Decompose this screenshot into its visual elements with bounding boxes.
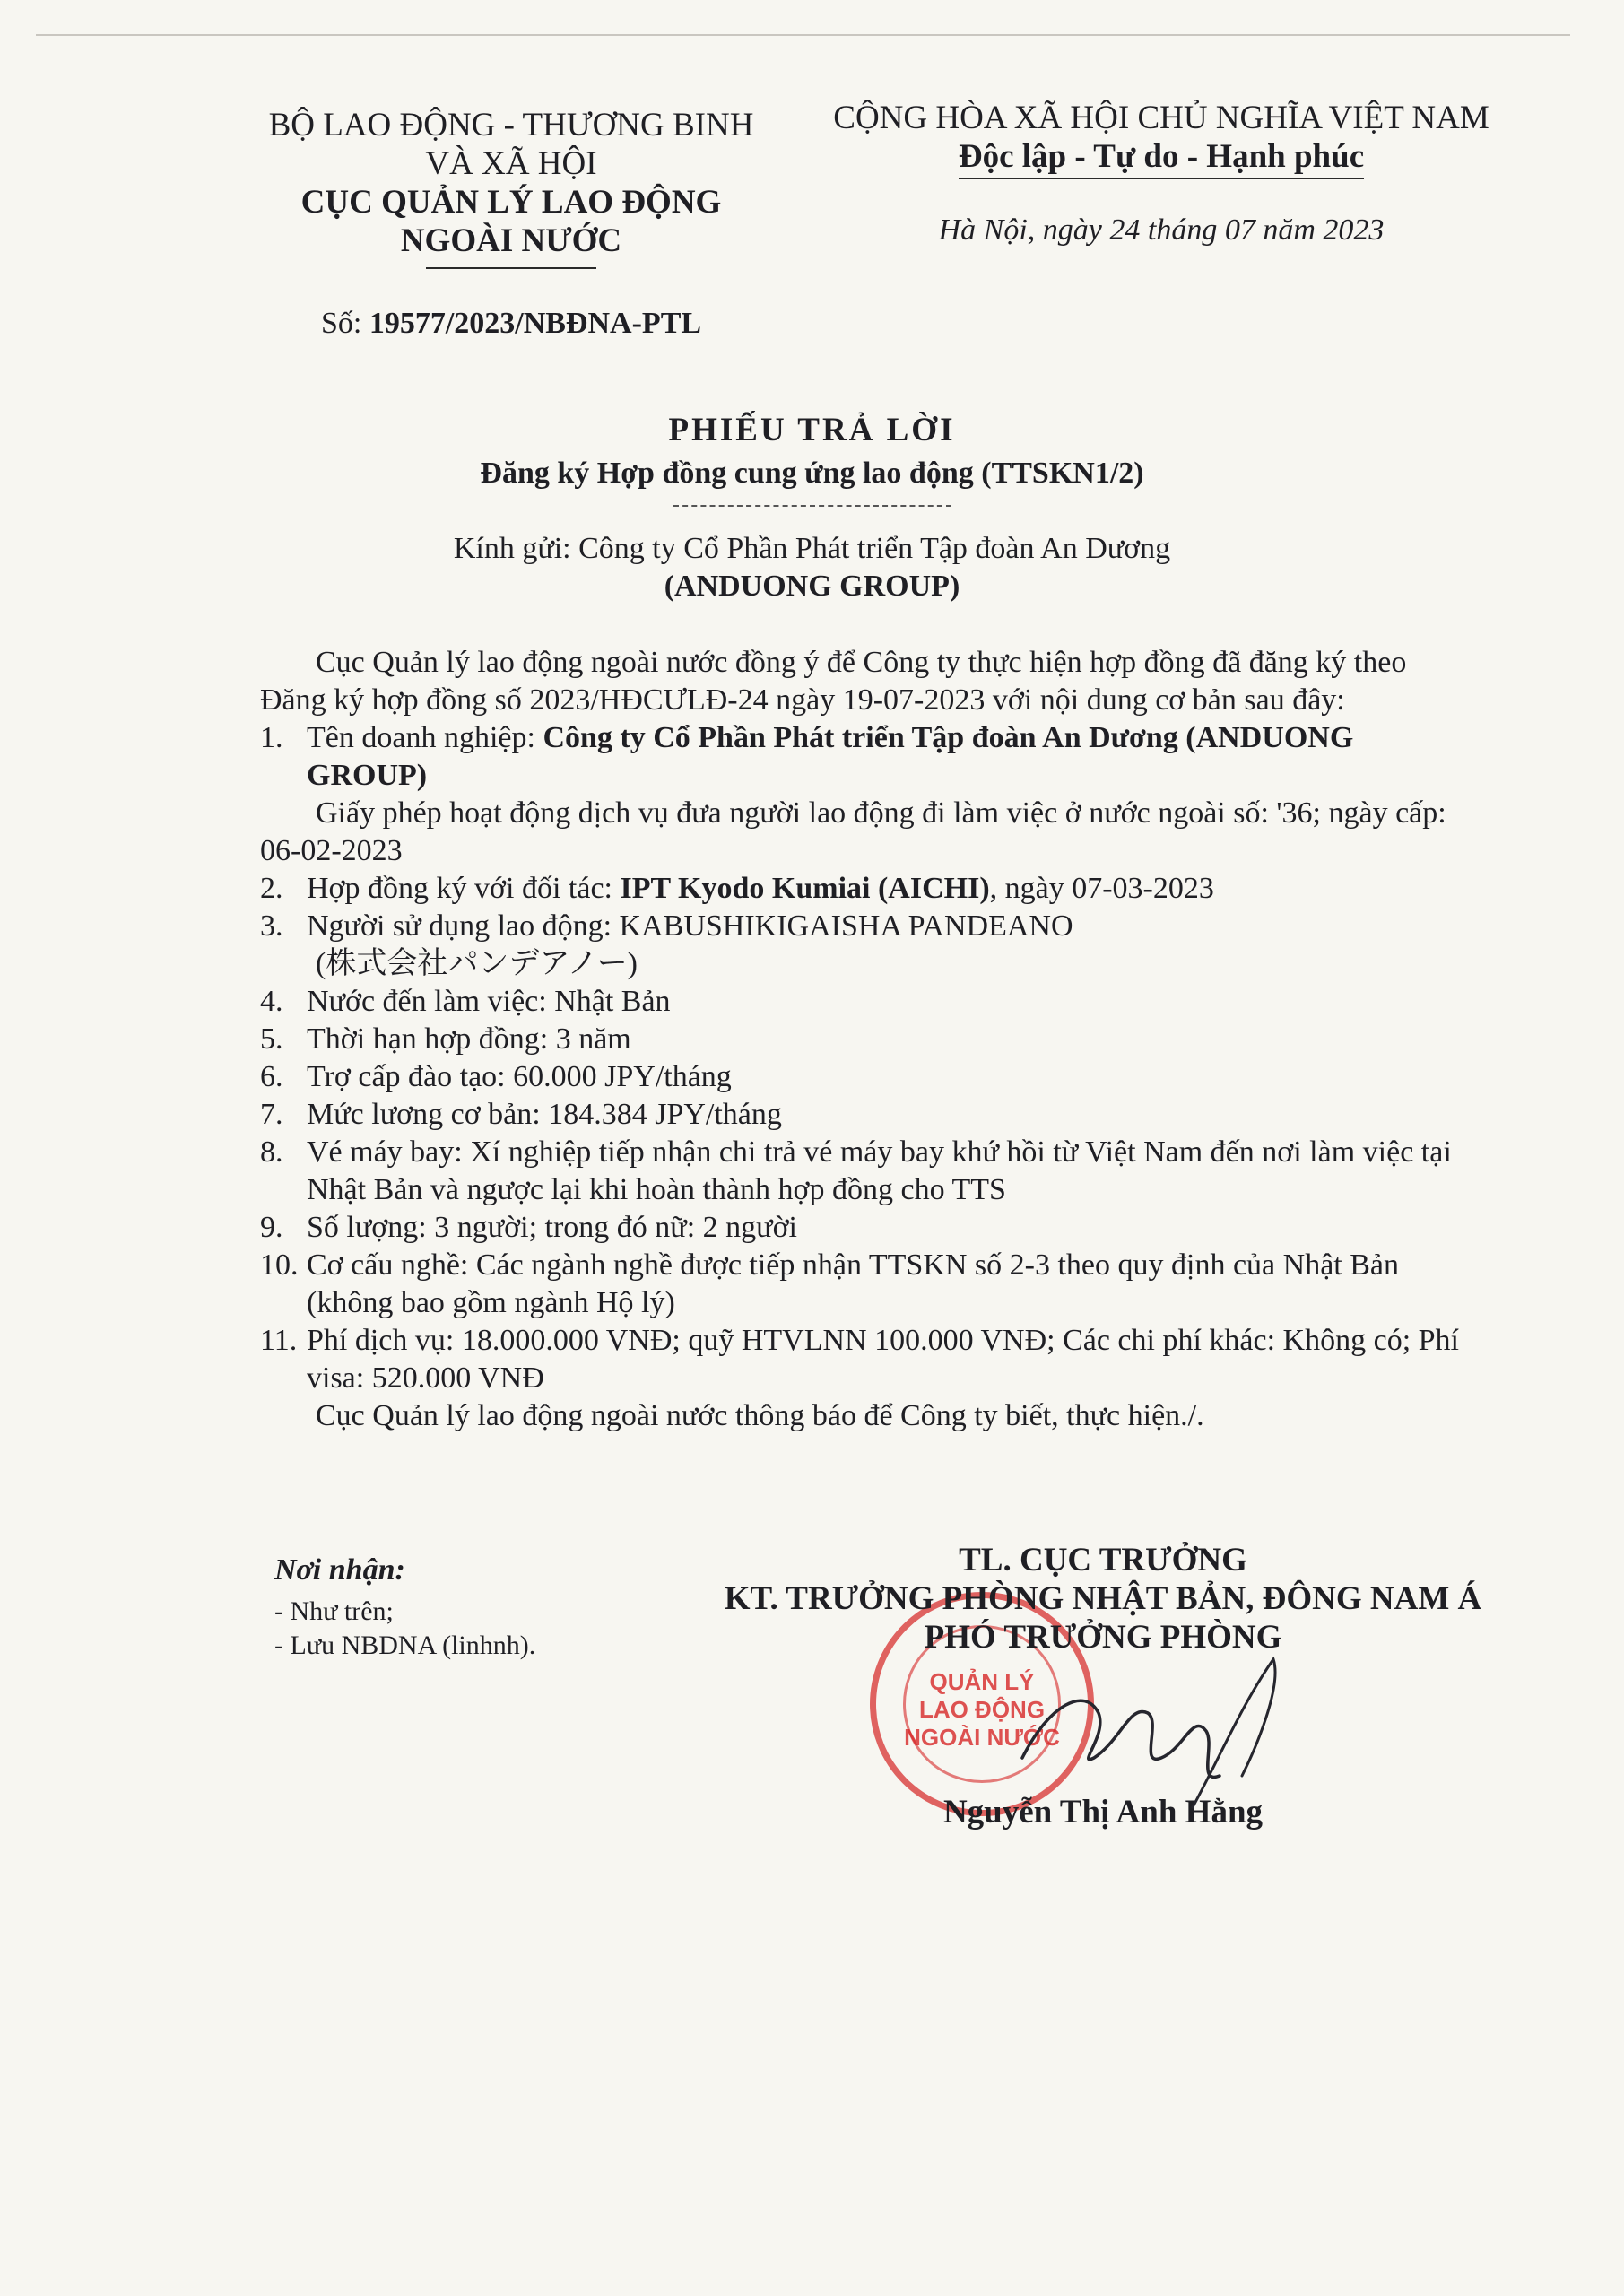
item-label: Nước đến làm việc: Nhật Bản	[307, 985, 671, 1018]
document-number-prefix: Số:	[320, 307, 369, 340]
title-divider	[673, 505, 951, 507]
recipient-line: Kính gửi: Công ty Cổ Phần Phát triển Tập đoàn An Dương	[453, 532, 1171, 565]
issuer-header	[260, 106, 762, 343]
item-text	[307, 1096, 782, 1134]
item-text	[260, 795, 1471, 870]
content-item	[260, 1058, 1471, 1096]
item-number: 9.	[260, 1211, 283, 1244]
document-title: PHIẾU TRẢ LỜI	[668, 412, 956, 448]
stamp-text: QUẢN LÝ	[929, 1668, 1035, 1695]
content-item	[260, 795, 1471, 870]
content-item	[260, 1134, 1471, 1209]
item-number: 11.	[260, 1324, 298, 1357]
item-number: 5.	[260, 1022, 283, 1056]
item-number: 3.	[260, 909, 283, 943]
signer-office: KT. TRƯỞNG PHÒNG NHẬT BẢN, ĐÔNG NAM Á	[724, 1580, 1482, 1617]
stamp-text: NGOÀI NƯỚC	[904, 1724, 1060, 1751]
content-item	[260, 1247, 1471, 1322]
item-text	[307, 1021, 631, 1058]
item-label: Thời hạn hợp đồng: 3 năm	[307, 1022, 631, 1056]
item-label: Mức lương cơ bản: 184.384 JPY/tháng	[307, 1098, 782, 1131]
receiver-item: - Như trên;	[274, 1596, 394, 1626]
item-number: 4.	[260, 985, 283, 1018]
item-label: Phí dịch vụ: 18.000.000 VNĐ; quỹ HTVLNN 100.000 VNĐ; Các chi phí khác: Không có; Phí visa: 520.000 VNĐ	[307, 1324, 1459, 1395]
item-label: Giấy phép hoạt động dịch vụ đưa người lao động đi làm việc ở nước ngoài số: '36; ngày cấp: 06-02-2023	[260, 796, 1446, 867]
country-name: CỘNG HÒA XÃ HỘI CHỦ NGHĨA VIỆT NAM	[833, 100, 1489, 136]
item-label: (株式会社パンデアノー)	[316, 947, 638, 980]
item-text	[307, 1247, 1471, 1322]
title-block	[0, 411, 1624, 605]
item-text	[307, 1322, 1471, 1397]
intro-paragraph: Cục Quản lý lao động ngoài nước đồng ý để Công ty thực hiện hợp đồng đã đăng ký theo Đăng ký hợp đồng số 2023/HĐCƯLĐ-24 ngày 19-07-2023 với nội dung cơ bản sau đây:	[260, 646, 1407, 717]
content-item	[260, 1322, 1471, 1397]
document-body	[260, 644, 1471, 1435]
content-item	[260, 1209, 1471, 1247]
ministry-line1: BỘ LAO ĐỘNG - THƯƠNG BINH	[268, 107, 754, 144]
item-text	[307, 1134, 1471, 1209]
item-number: 7.	[260, 1098, 283, 1131]
content-item	[260, 719, 1471, 795]
recipient-group: (ANDUONG GROUP)	[664, 570, 960, 603]
item-number: 10.	[260, 1248, 299, 1282]
item-number: 6.	[260, 1060, 283, 1093]
place-date: Hà Nội, ngày 24 tháng 07 năm 2023	[938, 213, 1385, 247]
item-text	[307, 908, 1073, 945]
content-item	[260, 1096, 1471, 1134]
content-item	[260, 945, 1471, 983]
item-label: Hợp đồng ký với đối tác:	[307, 872, 621, 905]
item-label: Trợ cấp đào tạo: 60.000 JPY/tháng	[307, 1060, 732, 1093]
content-item	[260, 908, 1471, 945]
item-label: Vé máy bay: Xí nghiệp tiếp nhận chi trả vé máy bay khứ hồi từ Việt Nam đến nơi làm việc tại Nhật Bản và ngược lại khi hoàn thành hợp đồng cho TTS	[307, 1135, 1452, 1206]
document-number	[260, 305, 762, 343]
receivers-title: Nơi nhận:	[274, 1553, 405, 1587]
signer-name: Nguyễn Thị Anh Hằng	[942, 1794, 1264, 1831]
item-label: Người sử dụng lao động: KABUSHIKIGAISHA PANDEANO	[307, 909, 1073, 943]
content-item	[260, 870, 1471, 908]
content-item	[260, 983, 1471, 1021]
receivers-block	[274, 1552, 723, 1663]
department-line1: CỤC QUẢN LÝ LAO ĐỘNG	[300, 184, 722, 221]
ministry-line2: VÀ XÃ HỘI	[425, 145, 597, 182]
item-text	[307, 719, 1471, 795]
item-value: IPT Kyodo Kumiai (AICHI)	[620, 872, 990, 905]
item-value: Công ty Cổ Phần Phát triển Tập đoàn An Dương (ANDUONG GROUP)	[307, 721, 1354, 792]
content-items	[260, 719, 1471, 1397]
national-header	[816, 99, 1507, 249]
department-line2: NGOÀI NƯỚC	[400, 222, 622, 259]
item-text	[307, 1209, 797, 1247]
item-label: Cơ cấu nghề: Các ngành nghề được tiếp nhận TTSKN số 2-3 theo quy định của Nhật Bản (không bao gồm ngành Hộ lý)	[307, 1248, 1400, 1319]
item-text	[307, 870, 1214, 908]
item-number: 2.	[260, 872, 283, 905]
receiver-item: - Lưu NBDNA (linhnh).	[274, 1631, 536, 1660]
item-label: Tên doanh nghiệp:	[307, 721, 543, 754]
handwritten-signature	[1013, 1650, 1300, 1821]
item-text	[307, 1058, 732, 1096]
item-label: Số lượng: 3 người; trong đó nữ: 2 người	[307, 1211, 798, 1244]
closing-paragraph: Cục Quản lý lao động ngoài nước thông báo để Công ty biết, thực hiện./.	[316, 1399, 1204, 1432]
stamp-text: LAO ĐỘNG	[918, 1696, 1046, 1723]
signer-authority: TL. CỤC TRƯỞNG	[959, 1542, 1247, 1578]
item-number: 8.	[260, 1135, 283, 1169]
item-text	[307, 983, 671, 1021]
scan-edge-line	[36, 34, 1570, 36]
item-number: 1.	[260, 721, 283, 754]
header-underline	[426, 267, 596, 269]
signer-title: PHÓ TRƯỞNG PHÒNG	[924, 1619, 1282, 1656]
national-motto: Độc lập - Tự do - Hạnh phúc	[959, 137, 1364, 179]
document-subtitle: Đăng ký Hợp đồng cung ứng lao động (TTSKN1/2)	[480, 457, 1144, 490]
document-number-value: 19577/2023/NBĐNA-PTL	[369, 307, 702, 340]
item-text	[260, 945, 638, 983]
content-item	[260, 1021, 1471, 1058]
item-tail: , ngày 07-03-2023	[989, 872, 1214, 905]
